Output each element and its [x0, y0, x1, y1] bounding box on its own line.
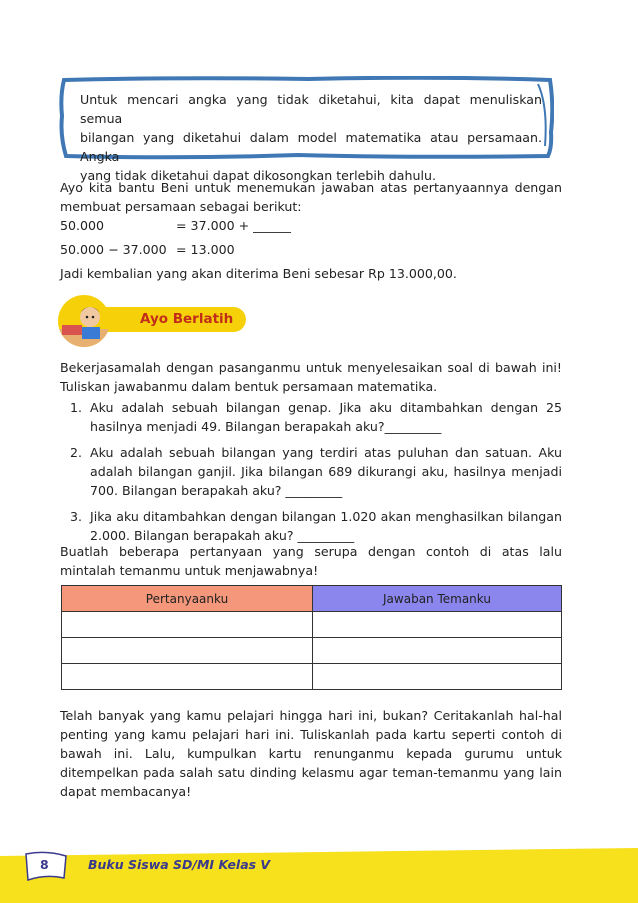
table-row [62, 664, 562, 690]
question-number: 1. [70, 400, 83, 415]
question-cell[interactable] [62, 638, 313, 664]
list-item [60, 398, 562, 436]
reflection-paragraph: Telah banyak yang kamu pelajari hingga hari ini, bukan? Ceritakanlah hal-hal penting yang kamu pelajari hari ini. Tuliskanlah pada kartu seperti contoh di bawah ini. Lalu, kumpulkan kartu renunganmu kepada gurumu untuk ditempelkan pada salah satu dinding kelasmu agar teman-temanmu yang lain dapat membacanya! [60, 708, 562, 799]
note-line: yang tidak diketahui dapat dikosongkan terlebih dahulu. [80, 168, 436, 183]
student-illustration-icon [58, 295, 110, 347]
question-number: 2. [70, 445, 83, 460]
make-questions-instruction: Buatlah beberapa pertanyaan yang serupa dengan contoh di atas lalu mintalah temanmu untuk menjawabnya! [60, 544, 562, 578]
equation-1-lhs: 50.000 [60, 218, 105, 233]
equation-1-rhs: = 37.000 + ______ [176, 218, 291, 233]
question-text: Aku adalah sebuah bilangan genap. Jika aku ditambahkan dengan 25 hasilnya menjadi 49. Bilangan berapakah aku?_________ [90, 400, 562, 434]
answer-table [61, 585, 562, 690]
list-item [60, 507, 562, 545]
answer-cell[interactable] [313, 638, 562, 664]
question-cell[interactable] [62, 612, 313, 638]
list-item [60, 443, 562, 500]
badge-label: Ayo Berlatih [140, 311, 234, 327]
question-number: 3. [70, 509, 83, 524]
conclusion-text: Jadi kembalian yang akan diterima Beni sebesar Rp 13.000,00. [60, 266, 457, 281]
equation-2-rhs: = 13.000 [176, 242, 235, 257]
answer-cell[interactable] [313, 664, 562, 690]
note-line: bilangan yang diketahui dalam model matematika atau persamaan. Angka [80, 130, 542, 164]
question-cell[interactable] [62, 664, 313, 690]
header-jawaban-temanku: Jawaban Temanku [313, 586, 562, 612]
table-row [62, 638, 562, 664]
header-pertanyaanku: Pertanyaanku [62, 586, 313, 612]
table-header-row [62, 586, 562, 612]
question-text: Jika aku ditambahkan dengan bilangan 1.020 akan menghasilkan bilangan 2.000. Bilangan berapakah aku? _________ [90, 509, 562, 543]
question-list [60, 398, 562, 552]
note-text [80, 90, 542, 185]
equation-1 [60, 218, 291, 233]
page-number: 8 [40, 857, 49, 872]
equation-2-lhs: 50.000 − 37.000 [60, 242, 167, 257]
info-note-box [58, 76, 554, 183]
table-row [62, 612, 562, 638]
answer-cell[interactable] [313, 612, 562, 638]
exercise-instruction: Bekerjasamalah dengan pasanganmu untuk menyelesaikan soal di bawah ini! Tuliskan jawabanmu dalam bentuk persamaan matematika. [60, 360, 562, 394]
book-title: Buku Siswa SD/MI Kelas V [88, 857, 271, 872]
intro-paragraph: Ayo kita bantu Beni untuk menemukan jawaban atas pertanyaannya dengan membuat persamaan sebagai berikut: [60, 180, 562, 214]
equation-2 [60, 242, 235, 257]
note-line: Untuk mencari angka yang tidak diketahui, kita dapat menuliskan semua [80, 92, 542, 126]
ayo-berlatih-badge [58, 295, 248, 347]
question-text: Aku adalah sebuah bilangan yang terdiri atas puluhan dan satuan. Aku adalah bilangan ganjil. Jika bilangan 689 dikurangi aku, hasilnya menjadi 700. Bilangan berapakah aku? _________ [90, 445, 562, 498]
